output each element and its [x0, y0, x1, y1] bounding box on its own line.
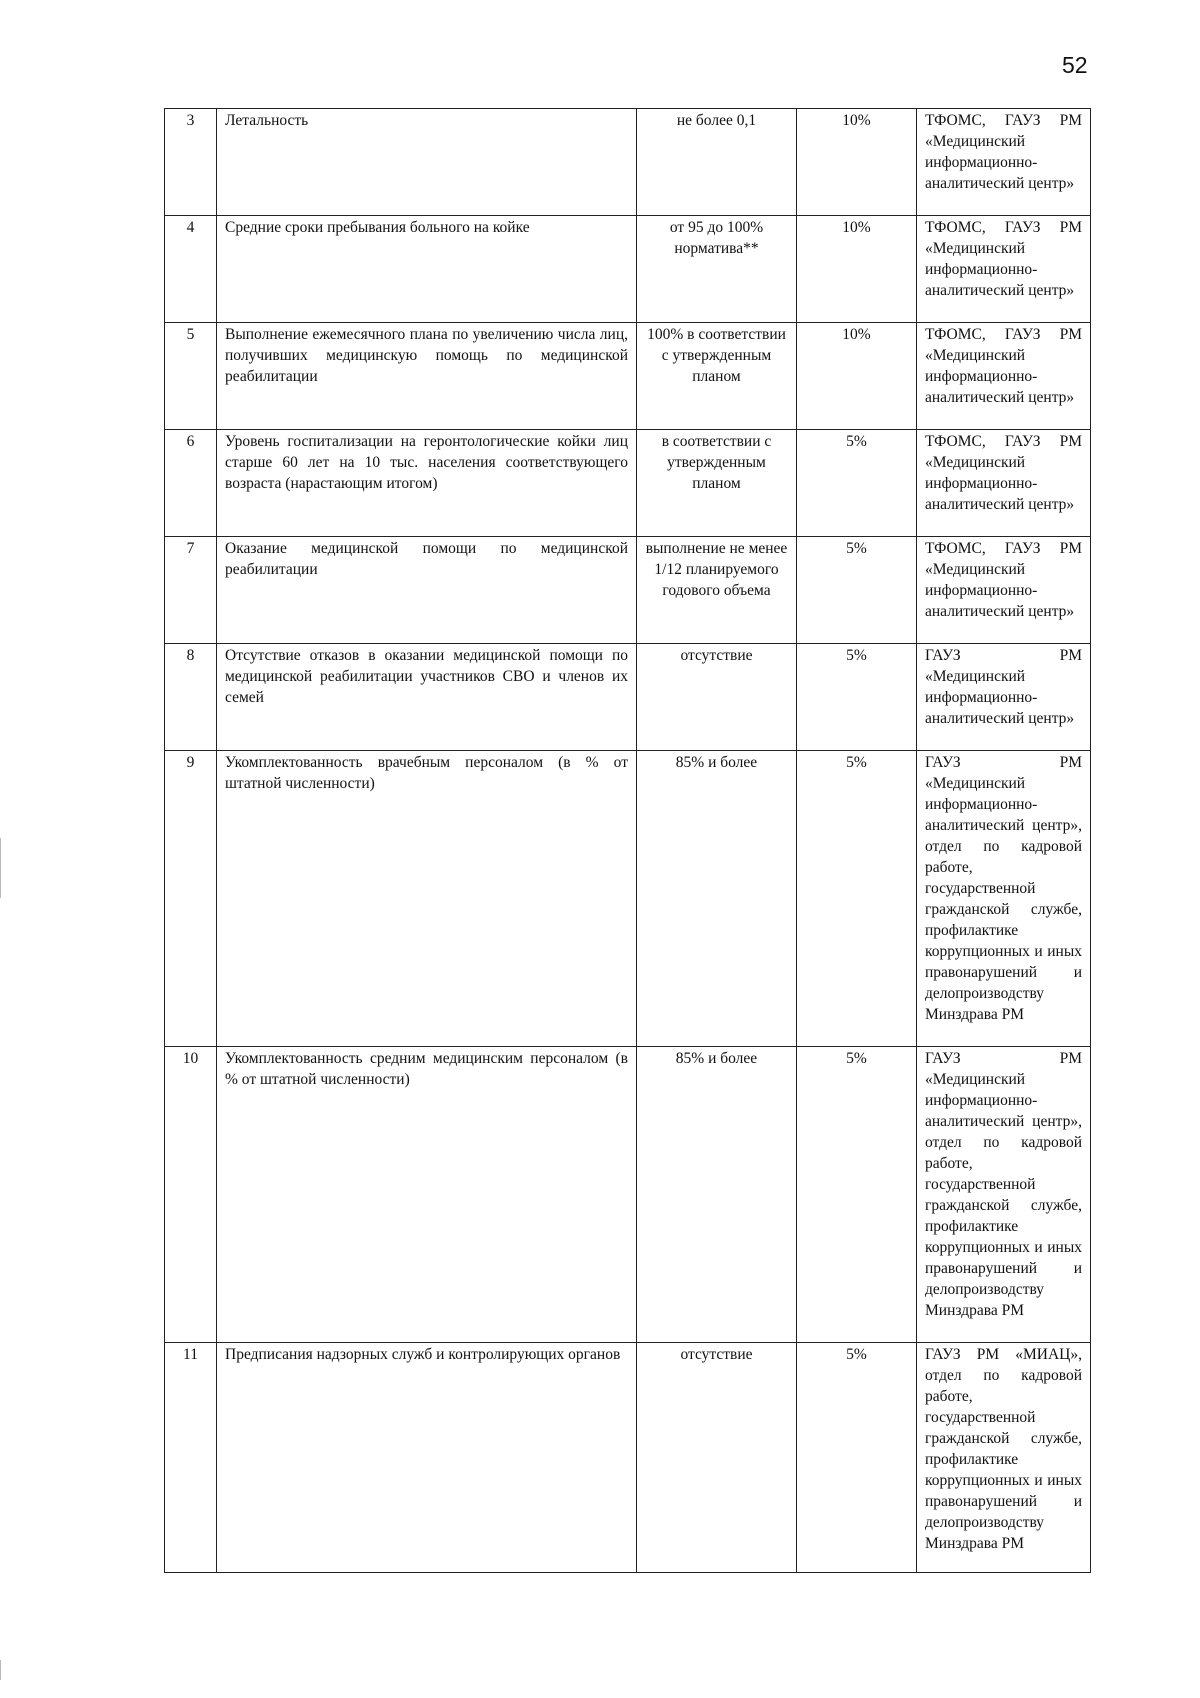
indicator-name: Средние сроки пребывания больного на койке: [217, 216, 637, 323]
scan-edge-mark: [0, 838, 1, 898]
data-source: ТФОМС, ГАУЗ РМ «Медицинский информационно-аналитический центр»: [917, 430, 1091, 537]
target-value: 100% в соответствии с утвержденным планом: [637, 323, 797, 430]
target-value: отсутствие: [637, 644, 797, 751]
row-number: 10: [165, 1047, 217, 1343]
target-value: не более 0,1: [637, 109, 797, 216]
row-number: 6: [165, 430, 217, 537]
indicator-name: Укомплектованность средним медицинским персоналом (в % от штатной численности): [217, 1047, 637, 1343]
weight-percent: 5%: [797, 537, 917, 644]
data-source: ГАУЗ РМ «МИАЦ», отдел по кадровой работе, государственной гражданской службе, профилактике коррупционных и иных правонарушений и делопроизводству Минздрава РМ: [917, 1343, 1091, 1573]
data-source: ГАУЗ РМ «Медицинский информационно-аналитический центр», отдел по кадровой работе, государственной гражданской службе, профилактике коррупционных и иных правонарушений и делопроизводству Минздрава РМ: [917, 751, 1091, 1047]
row-number: 3: [165, 109, 217, 216]
target-value: отсутствие: [637, 1343, 797, 1573]
data-source: ГАУЗ РМ «Медицинский информационно-аналитический центр», отдел по кадровой работе, государственной гражданской службе, профилактике коррупционных и иных правонарушений и делопроизводству Минздрава РМ: [917, 1047, 1091, 1343]
target-value: 85% и более: [637, 1047, 797, 1343]
table-row: [165, 216, 1091, 323]
table-row: [165, 537, 1091, 644]
page-number: 52: [1062, 52, 1088, 78]
data-source: ТФОМС, ГАУЗ РМ «Медицинский информационно-аналитический центр»: [917, 109, 1091, 216]
weight-percent: 5%: [797, 1047, 917, 1343]
indicator-name: Укомплектованность врачебным персоналом (в % от штатной численности): [217, 751, 637, 1047]
table-row: [165, 644, 1091, 751]
weight-percent: 5%: [797, 1343, 917, 1573]
indicator-name: Отсутствие отказов в оказании медицинской помощи по медицинской реабилитации участников СВО и членов их семей: [217, 644, 637, 751]
data-source: ТФОМС, ГАУЗ РМ «Медицинский информационно-аналитический центр»: [917, 216, 1091, 323]
indicators-table: [164, 108, 1091, 1573]
table-row: [165, 1343, 1091, 1573]
row-number: 4: [165, 216, 217, 323]
table-row: [165, 751, 1091, 1047]
weight-percent: 5%: [797, 751, 917, 1047]
indicator-name: Оказание медицинской помощи по медицинской реабилитации: [217, 537, 637, 644]
table-row: [165, 323, 1091, 430]
target-value: от 95 до 100% норматива**: [637, 216, 797, 323]
weight-percent: 5%: [797, 644, 917, 751]
target-value: 85% и более: [637, 751, 797, 1047]
table-row: [165, 109, 1091, 216]
row-number: 7: [165, 537, 217, 644]
row-number: 8: [165, 644, 217, 751]
target-value: выполнение не менее 1/12 планируемого годового объема: [637, 537, 797, 644]
weight-percent: 10%: [797, 323, 917, 430]
table-row: [165, 430, 1091, 537]
indicator-name: Выполнение ежемесячного плана по увеличению числа лиц, получивших медицинскую помощь по медицинской реабилитации: [217, 323, 637, 430]
row-number: 9: [165, 751, 217, 1047]
data-source: ТФОМС, ГАУЗ РМ «Медицинский информационно-аналитический центр»: [917, 537, 1091, 644]
indicator-name: Летальность: [217, 109, 637, 216]
data-source: ТФОМС, ГАУЗ РМ «Медицинский информационно-аналитический центр»: [917, 323, 1091, 430]
data-source: ГАУЗ РМ «Медицинский информационно-аналитический центр»: [917, 644, 1091, 751]
row-number: 5: [165, 323, 217, 430]
target-value: в соответствии с утвержденным планом: [637, 430, 797, 537]
weight-percent: 5%: [797, 430, 917, 537]
weight-percent: 10%: [797, 109, 917, 216]
weight-percent: 10%: [797, 216, 917, 323]
scan-edge-mark: [0, 1660, 1, 1680]
indicator-name: Предписания надзорных служб и контролирующих органов: [217, 1343, 637, 1573]
indicator-name: Уровень госпитализации на геронтологические койки лиц старше 60 лет на 10 тыс. населения соответствующего возраста (нарастающим итогом): [217, 430, 637, 537]
table-row: [165, 1047, 1091, 1343]
row-number: 11: [165, 1343, 217, 1573]
